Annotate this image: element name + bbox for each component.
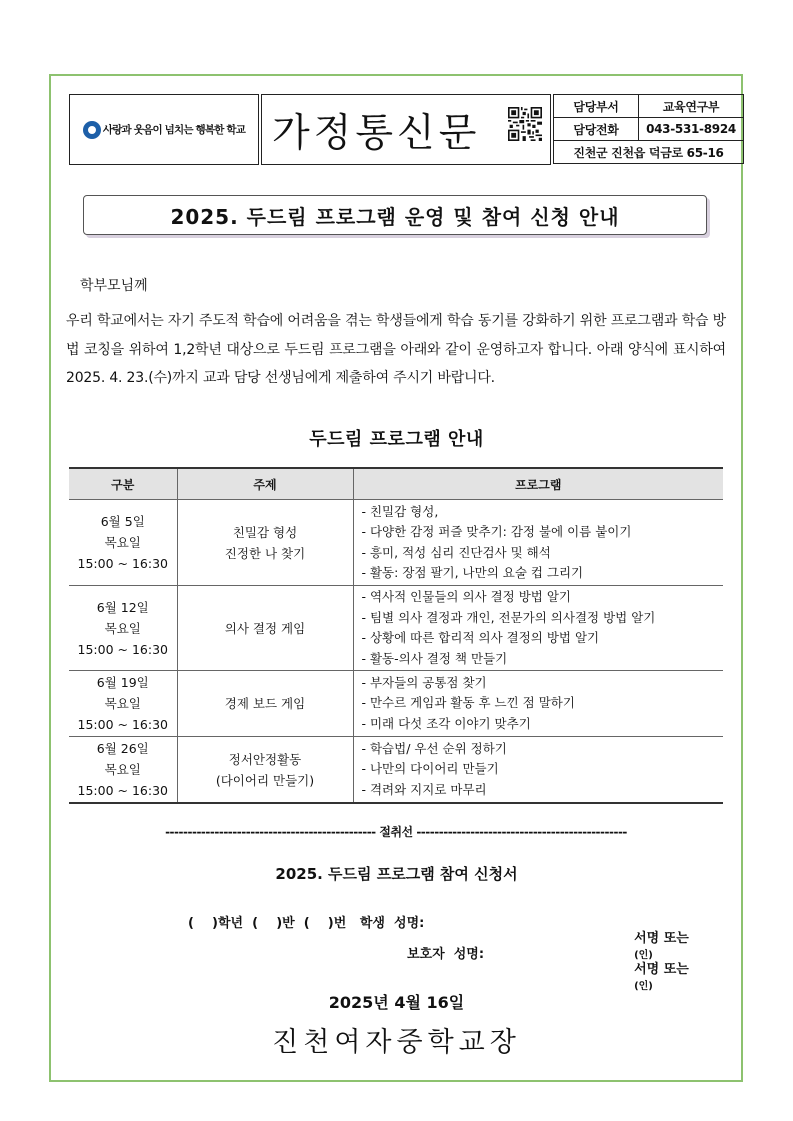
session-topic [177, 500, 353, 586]
program-item: - 활동-의사 결정 책 만들기 [361, 650, 508, 666]
student-name-line: ( )학년 ( )반 ( )번 학생 성명: [188, 916, 425, 931]
program-item: - 나만의 다이어리 만들기 [361, 761, 499, 777]
session-date: 6월 19일 [96, 675, 149, 690]
session-program [353, 671, 723, 737]
parent-name-line: 보호자 성명: [407, 947, 485, 962]
session-topic [177, 586, 353, 671]
newsletter-title-box [261, 94, 551, 165]
session-topic-line: (다이어리 만들기) [215, 772, 315, 788]
session-topic [177, 737, 353, 804]
session-day: 목요일 [104, 620, 141, 636]
cut-dashes: ----------------------------------------------- [416, 825, 627, 839]
application-title: 2025. 두드림 프로그램 참여 신청서 [275, 865, 518, 883]
program-item: - 다양한 감정 퍼즐 맞추기: 감정 불에 이름 붙이기 [361, 524, 632, 539]
session-schedule [69, 586, 177, 671]
parent-signature [625, 943, 689, 993]
table-row [69, 737, 723, 804]
session-topic [177, 671, 353, 737]
program-item: - 역사적 인물들의 의사 결정 방법 알기 [361, 589, 571, 604]
cut-line [66, 823, 726, 840]
document-title: 2025. 두드림 프로그램 운영 및 참여 신청 안내 [83, 195, 707, 235]
program-item: - 만수르 게임과 활동 후 느낀 점 말하기 [361, 695, 575, 711]
session-topic-line: 정서안정활동 [228, 751, 302, 767]
session-schedule [69, 500, 177, 586]
session-topic-line: 의사 결정 게임 [224, 620, 306, 636]
school-address: 진천군 진천읍 덕금로 65-16 [554, 141, 744, 164]
seal-mark: (인) [634, 950, 653, 961]
session-day: 목요일 [104, 762, 141, 777]
program-item: - 부자들의 공통점 찾기 [361, 674, 487, 690]
school-logo-icon [83, 121, 101, 139]
session-day: 목요일 [104, 696, 141, 711]
session-topic-line: 진정한 나 찾기 [224, 545, 306, 561]
program-item: - 활동: 장점 팔기, 나만의 요술 컵 그리기 [361, 565, 584, 580]
column-header-program: 프로그램 [353, 468, 723, 500]
table-row [69, 671, 723, 737]
session-time: 15:00 ~ 16:30 [77, 717, 168, 732]
cut-label: 절취선 [379, 825, 413, 839]
program-item: - 상황에 따른 합리적 의사 결정의 방법 알기 [361, 630, 600, 645]
program-item: - 친밀감 형성, [361, 503, 439, 519]
signature-label: 서명 또는 [634, 962, 689, 977]
school-slogan: 사랑과 웃음이 넘치는 행복한 학교 [102, 124, 246, 136]
session-schedule [69, 671, 177, 737]
table-row [69, 500, 723, 586]
phone-value: 043-531-8924 [639, 118, 744, 141]
program-item: - 흥미, 적성 심리 진단검사 및 해석 [361, 544, 551, 560]
dept-value: 교육연구부 [639, 95, 744, 118]
qr-code-icon [508, 107, 542, 141]
session-schedule [69, 737, 177, 804]
school-slogan-box [69, 94, 259, 165]
issue-date: 2025년 4월 16일 [328, 993, 465, 1012]
letter-header [69, 94, 744, 167]
program-title: 두드림 프로그램 안내 [309, 429, 484, 450]
session-topic-line: 경제 보드 게임 [224, 696, 306, 711]
session-day: 목요일 [104, 535, 141, 550]
newsletter-title: 가정통신문 [272, 110, 481, 156]
session-program [353, 737, 723, 804]
session-time: 15:00 ~ 16:30 [77, 783, 168, 798]
session-date: 6월 12일 [96, 599, 149, 615]
program-item: - 격려와 지지로 마무리 [361, 781, 487, 797]
program-item: - 학습법/ 우선 순위 정하기 [361, 740, 507, 756]
session-program [353, 586, 723, 671]
dept-label: 담당부서 [554, 95, 639, 118]
body-paragraph: 우리 학교에서는 자기 주도적 학습에 어려움을 겪는 학생들에게 학습 동기를 강화하기 위한 프로그램과 학습 방법 코칭을 위하여 1,2학년 대상으로 두드림 프로그램을 아래와 같이 운영하고자 합니다. 아래 양식에 표시하여 2025. 4. 23.(수)까지 교과 담당 선생님에게 제출하여 주시기 바랍니다. [66, 313, 726, 386]
session-date: 6월 5일 [100, 514, 145, 529]
table-row [69, 586, 723, 671]
contact-table [553, 94, 744, 164]
program-table [69, 467, 723, 804]
greeting: 학부모님께 [80, 278, 148, 294]
signature-label: 서명 또는 [634, 931, 689, 946]
session-date: 6월 26일 [96, 741, 149, 756]
session-time: 15:00 ~ 16:30 [77, 556, 168, 571]
phone-label: 담당전화 [554, 118, 639, 141]
program-item: - 팀별 의사 결정과 개인, 전문가의 의사결정 방법 알기 [361, 609, 656, 625]
column-header-topic: 주제 [177, 468, 353, 500]
table-header-row [69, 468, 723, 500]
session-program [353, 500, 723, 586]
principal-signature: 진천여자중학교장 [272, 1027, 521, 1058]
cut-dashes: ----------------------------------------------- [165, 825, 376, 839]
session-topic-line: 친밀감 형성 [232, 524, 298, 540]
session-time: 15:00 ~ 16:30 [77, 641, 168, 657]
seal-mark: (인) [634, 981, 653, 992]
program-item: - 미래 다섯 조각 이야기 맞추기 [361, 715, 531, 731]
column-header-category: 구분 [69, 468, 177, 500]
